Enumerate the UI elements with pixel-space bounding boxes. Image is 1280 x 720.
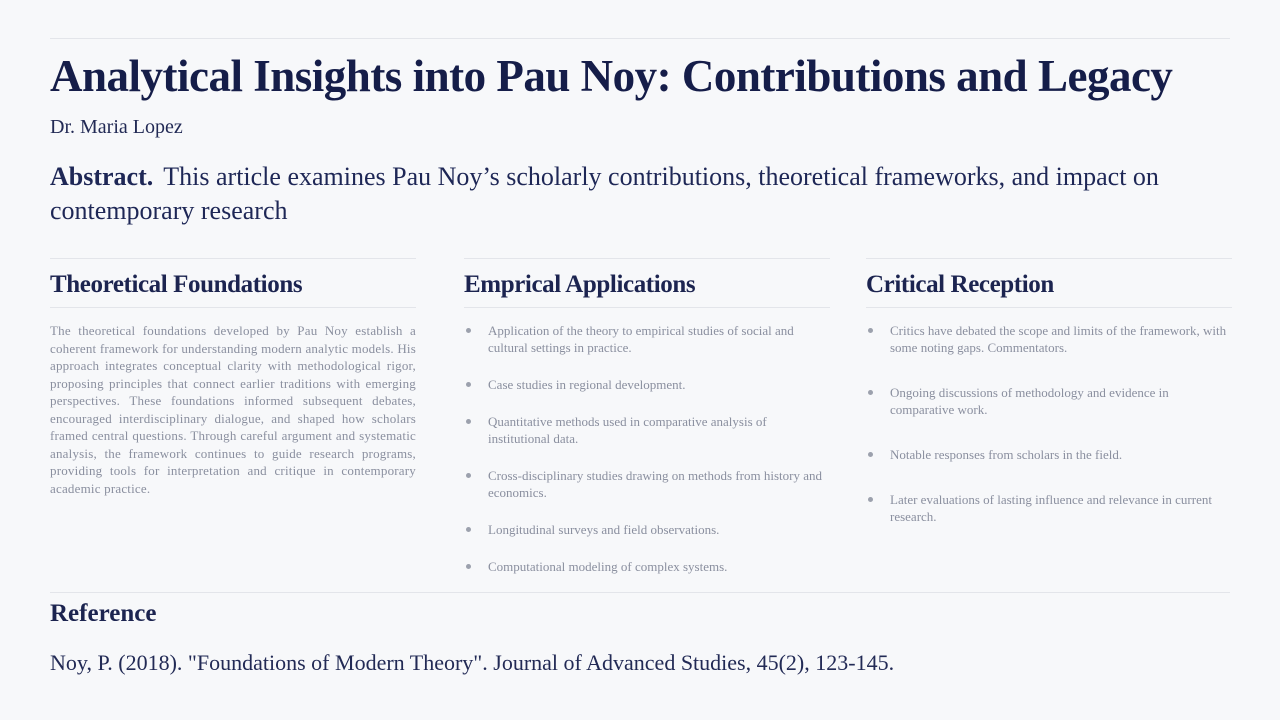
- section-divider: [866, 307, 1232, 308]
- list-item-text: Case studies in regional development.: [488, 377, 686, 392]
- section-theoretical-foundations: [50, 258, 416, 497]
- list-item-text: Computational modeling of complex systems.: [488, 559, 728, 574]
- section-critical-reception: [866, 258, 1232, 553]
- section-heading: Emprical Applications: [464, 271, 696, 298]
- bullet-icon: [466, 419, 471, 424]
- list-item: [464, 558, 830, 575]
- list-item-text: Longitudinal surveys and field observations.: [488, 522, 720, 537]
- bullet-icon: [466, 564, 471, 569]
- list-item-text: Later evaluations of lasting influence and relevance in current research.: [890, 492, 1212, 524]
- list-item: [866, 491, 1232, 525]
- bullet-icon: [466, 473, 471, 478]
- list-item-text: Ongoing discussions of methodology and evidence in comparative work.: [890, 385, 1169, 417]
- top-divider: [50, 38, 1230, 39]
- bullet-icon: [868, 452, 873, 457]
- reference-heading: Reference: [50, 600, 157, 627]
- abstract: [50, 160, 1230, 228]
- list-item: [464, 413, 830, 447]
- list-item-text: Quantitative methods used in comparative analysis of institutional data.: [488, 414, 767, 446]
- list-item-text: Cross-disciplinary studies drawing on methods from history and economics.: [488, 468, 822, 500]
- list-item: [464, 467, 830, 501]
- section-paragraph: The theoretical foundations developed by Pau Noy establish a coherent framework for understanding modern analytic models. His approach integrates conceptual clarity with methodological rigor, proposing principles that connect earlier traditions with emerging perspectives. These foundations informed subsequent debates, encouraged interdisciplinary dialogue, and shaped how scholars framed central questions. Through careful argument and systematic analysis, the framework continues to guide research programs, providing tools for interpretation and critique in contemporary academic practice.: [50, 323, 416, 496]
- list-item-text: Notable responses from scholars in the field.: [890, 447, 1123, 462]
- section-divider: [50, 307, 416, 308]
- author-name: Dr. Maria Lopez: [50, 116, 183, 138]
- bullet-list: [866, 322, 1232, 525]
- bullet-icon: [868, 328, 873, 333]
- list-item-text: Critics have debated the scope and limits of the framework, with some noting gaps. Commentators.: [890, 323, 1227, 355]
- list-item-text: Application of the theory to empirical studies of social and cultural settings in practice.: [488, 323, 794, 355]
- list-item: [866, 384, 1232, 418]
- list-item: [464, 521, 830, 538]
- list-item: [866, 446, 1232, 463]
- bullet-icon: [466, 328, 471, 333]
- section-heading: Critical Reception: [866, 271, 1054, 298]
- list-item: [464, 376, 830, 393]
- bullet-icon: [466, 382, 471, 387]
- abstract-label: Abstract.: [50, 162, 154, 191]
- reference-divider: [50, 592, 1230, 593]
- section-empirical-applications: [464, 258, 830, 595]
- reference-citation: Noy, P. (2018). "Foundations of Modern Theory". Journal of Advanced Studies, 45(2), 123-145.: [50, 650, 895, 675]
- abstract-text: This article examines Pau Noy’s scholarly contributions, theoretical frameworks, and impact on contemporary research: [50, 162, 1159, 225]
- article-page: [50, 0, 1230, 720]
- article-title: Analytical Insights into Pau Noy: Contributions and Legacy: [50, 51, 1173, 101]
- section-heading: Theoretical Foundations: [50, 271, 303, 298]
- bullet-icon: [868, 390, 873, 395]
- bullet-icon: [466, 527, 471, 532]
- bullet-icon: [868, 497, 873, 502]
- list-item: [866, 322, 1232, 356]
- list-item: [464, 322, 830, 356]
- bullet-list: [464, 322, 830, 575]
- section-divider: [464, 307, 830, 308]
